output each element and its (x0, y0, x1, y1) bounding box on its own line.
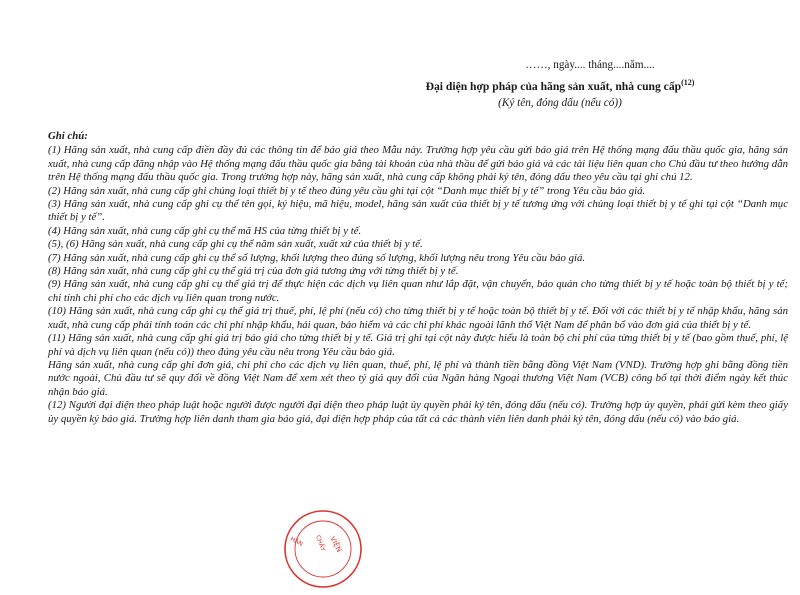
notes-section (48, 130, 788, 426)
seal-icon (282, 508, 364, 590)
signature-subtitle: (Ký tên, đóng dấu (nếu có)) (498, 96, 622, 109)
note-item: (8) Hãng sản xuất, nhà cung cấp ghi cụ thể giá trị của đơn giá tương ứng với từng thiết bị y tế. (48, 265, 459, 278)
note-item: (7) Hãng sản xuất, nhà cung cấp ghi cụ thể số lượng, khối lượng theo đúng số lượng, khối lượng nêu trong Yêu cầu báo giá. (48, 251, 586, 264)
signature-title (380, 76, 740, 94)
note-item: (3) Hãng sản xuất, nhà cung cấp ghi cụ thể tên gọi, ký hiệu, mã hiệu, model, hãng sản xuất của thiết bị y tế tương ứng với chủng loại thiết bị y tế ghi tại cột “Danh mục thiết bị y tế”. (48, 198, 788, 224)
note-item: (2) Hãng sản xuất, nhà cung cấp ghi chủng loại thiết bị y tế theo đúng yêu cầu ghi tại cột “Danh mục thiết bị y tế” trong Yêu cầu báo giá. (48, 184, 646, 197)
note-item: (1) Hãng sản xuất, nhà cung cấp điền đầy đủ các thông tin để báo giá theo Mẫu này. Trường hợp yêu cầu gửi báo giá trên Hệ thống mạng đấu thầu quốc gia, hãng sản xuất, nhà cung cấp đăng nhập vào Hệ thống mạng đấu thầu quốc gia bằng tài khoản của nhà thầu để gửi báo giá và các tài liệu liên quan cho Chủ đầu tư theo hướng dẫn trên Hệ thống mạng đấu thầu quốc gia. Trong trường hợp này, hãng sản xuất, nhà cung cấp không phải ký tên, đóng dấu theo yêu cầu tại ghi chú 12. (48, 144, 788, 184)
signature-title-note: (12) (681, 78, 695, 87)
notes-heading: Ghi chú: (48, 130, 88, 142)
note-item: (4) Hãng sản xuất, nhà cung cấp ghi cụ thể mã HS của từng thiết bị y tế. (48, 224, 362, 237)
red-seal-stamp (282, 508, 364, 590)
seal-text-top: VIỆN (328, 535, 344, 554)
signature-title-text: Đại diện hợp pháp của hãng sản xuất, nhà cung cấp (425, 79, 682, 93)
seal-text-side: HÀN (289, 535, 304, 548)
signature-block (380, 58, 740, 110)
note-item: (5), (6) Hãng sản xuất, nhà cung cấp ghi cụ thể năm sản xuất, xuất xứ của thiết bị y tế. (48, 238, 423, 251)
note-item: (9) Hãng sản xuất, nhà cung cấp ghi cụ thể giá trị để thực hiện các dịch vụ liên quan như lắp đặt, vận chuyển, bảo quản cho từng thiết bị y tế hoặc toàn bộ thiết bị y tế; chi tính chi phí cho các dịch vụ liên quan trong nước. (48, 278, 788, 304)
note-item: (11) Hãng sản xuất, nhà cung cấp ghi giá trị báo giá cho từng thiết bị y tế. Giá trị ghi tại cột này được hiểu là toàn bộ chi phí của từng thiết bị y tế (bao gồm thuế, phí, lệ phí và dịch vụ liên quan (nếu có)) theo đúng yêu cầu nêu trong Yêu cầu báo giá. (48, 332, 788, 358)
note-item: (12) Người đại diện theo pháp luật hoặc người được người đại diện theo pháp luật ủy quyền phải ký tên, đóng dấu (nếu có). Trường hợp ủy quyền, phải gửi kèm theo giấy ủy quyền ký báo giá. Trường hợp liên danh tham gia báo giá, đại diện hợp pháp của tất cả các thành viên liên danh phải ký tên, đóng dấu (nếu có) vào báo giá. (48, 399, 788, 425)
note-item: (10) Hãng sản xuất, nhà cung cấp ghi cụ thể giá trị thuế, phí, lệ phí (nếu có) cho từng thiết bị y tế hoặc toàn bộ thiết bị y tế. Đối với các thiết bị y tế nhập khẩu, hãng sản xuất, nhà cung cấp phải tính toán các chi phí nhập khẩu, hải quan, bảo hiểm và các chi phí khác ngoài lãnh thổ Việt Nam để phân bổ vào đơn giá của thiết bị y tế. (48, 305, 788, 331)
note-item: Hãng sản xuất, nhà cung cấp ghi đơn giá, chi phí cho các dịch vụ liên quan, thuế, phí, lệ phí và thành tiền bằng đồng Việt Nam (VND). Trường hợp ghi bằng đồng tiền nước ngoài, Chủ đầu tư sẽ quy đổi về đồng Việt Nam để xem xét theo tỷ giá quy đổi của Ngân hàng Ngoại thương Việt Nam (VCB) công bố tại thời điểm ngày kết thúc nhận báo giá. (48, 358, 788, 398)
signature-date-line: ……, ngày.... tháng....năm.... (525, 59, 655, 71)
seal-text-mid: CHẤY (314, 534, 327, 553)
